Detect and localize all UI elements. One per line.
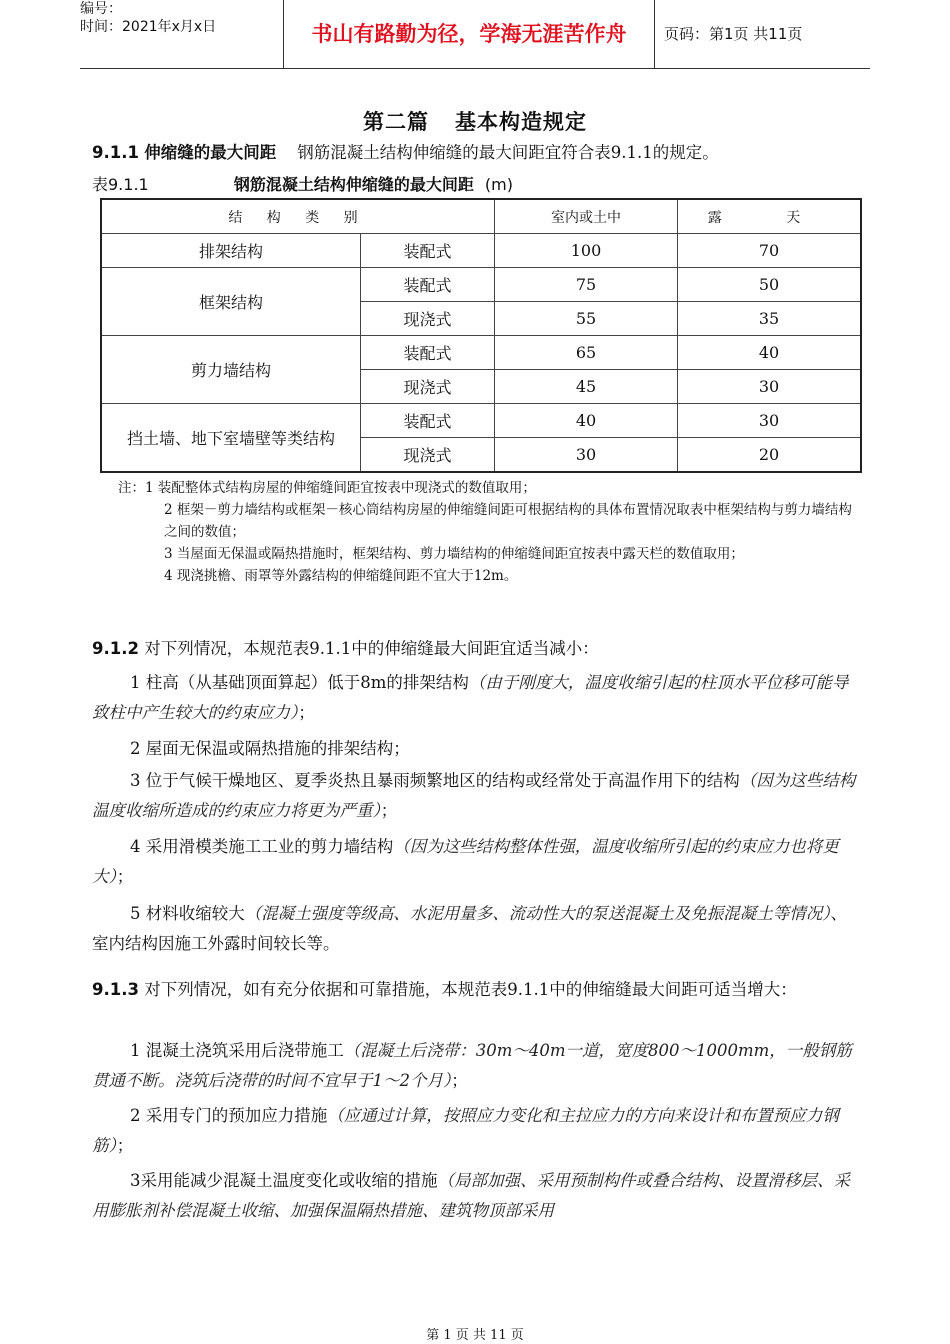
header-page-info: 页码：第1页 共11页 [664, 25, 803, 43]
section-9-1-1 [92, 138, 862, 168]
item-text: 4 采用滑模类施工工业的剪力墙结构 [130, 837, 394, 856]
item-end: ； [298, 703, 315, 722]
item-text: 5 材料收缩较大 [130, 904, 245, 923]
table-title: 钢筋混凝土结构伸缩缝的最大间距 [233, 175, 474, 194]
header-motto: 书山有路勤为径，学海无涯苦作舟 [283, 0, 655, 68]
table-row [101, 404, 861, 438]
item-end: ； [116, 1136, 134, 1155]
title-part: 第二篇 [363, 109, 429, 134]
outdoor-cell: 50 [678, 268, 862, 302]
indoor-cell: 65 [495, 336, 678, 370]
note-4: 4 现浇挑檐、雨罩等外露结构的伸缩缝间距不宜大于12m。 [164, 568, 518, 584]
section-9-1-3-item-2 [92, 1101, 862, 1161]
method-cell: 现浇式 [361, 370, 495, 404]
section-9-1-3-item-1 [92, 1036, 862, 1096]
method-cell: 现浇式 [361, 438, 495, 473]
section-number: 9.1.3 [92, 980, 139, 999]
method-cell: 装配式 [361, 268, 495, 302]
item-end: ； [451, 1071, 468, 1090]
indoor-cell: 30 [495, 438, 678, 473]
table-caption [92, 172, 862, 195]
number-label: 编号： [80, 1, 122, 17]
indoor-cell: 40 [495, 404, 678, 438]
outdoor-cell: 20 [678, 438, 862, 473]
page-title [0, 106, 950, 136]
section-number: 9.1.1 [92, 143, 139, 162]
section-9-1-2-item-1 [92, 668, 862, 728]
group-cell: 框架结构 [101, 268, 361, 336]
header-indoor: 室内或土中 [495, 199, 678, 234]
item-end: 、室内结构因施工外露时间较长等。 [92, 904, 847, 953]
title-name: 基本构造规定 [455, 109, 587, 134]
time-label: 时间：2021年x月x日 [80, 19, 217, 35]
item-text: 3 位于气候干燥地区、夏季炎热且暴雨频繁地区的结构或经常处于高温作用下的结构 [130, 771, 740, 790]
indoor-cell: 55 [495, 302, 678, 336]
method-cell: 现浇式 [361, 302, 495, 336]
outdoor-cell: 35 [678, 302, 862, 336]
page-header [80, 0, 870, 69]
expansion-joint-table [100, 198, 862, 473]
page-footer: 第 1 页 共 11 页 [426, 1328, 524, 1343]
item-note: （混凝土后浇带：30m～40m一道，宽度800～1000mm，一般钢筋贯通不断。浇筑后浇带的时间不宜早于1～2个月） [92, 1041, 852, 1090]
indoor-cell: 75 [495, 268, 678, 302]
item-end: ； [116, 867, 134, 886]
indoor-cell: 45 [495, 370, 678, 404]
item-note: （因为这些结构温度收缩所造成的约束应力将更为严重） [92, 771, 856, 820]
table-row [101, 336, 861, 370]
item-text: 1 混凝土浇筑采用后浇带施工 [130, 1041, 344, 1060]
note-1: 注：1 装配整体式结构房屋的伸缩缝间距宜按表中现浇式的数值取用； [118, 480, 536, 496]
item-text: 2 采用专门的预加应力措施 [130, 1106, 328, 1125]
method-cell: 装配式 [361, 404, 495, 438]
group-cell: 剪力墙结构 [101, 336, 361, 404]
table-header-row [101, 199, 861, 234]
item-note: （局部加强、采用预制构件或叠合结构、设置滑移层、采用膨胀剂补偿混凝土收缩、加强保温隔热措施、建筑物顶部采用 [92, 1171, 850, 1220]
table-notes [118, 477, 858, 587]
header-structure-type: 结 构 类 别 [101, 199, 495, 234]
section-9-1-3-intro [92, 975, 862, 1005]
table-unit: (m) [484, 175, 513, 194]
method-cell: 装配式 [361, 336, 495, 370]
section-9-1-2-item-2 [92, 734, 862, 764]
section-9-1-2-item-3 [92, 766, 862, 826]
item-note: （由于刚度大，温度收缩引起的柱顶水平位移可能导致柱中产生较大的约束应力） [92, 673, 849, 722]
outdoor-cell: 70 [678, 234, 862, 268]
table-number: 表9.1.1 [92, 175, 149, 194]
outdoor-cell: 30 [678, 404, 862, 438]
outdoor-cell: 30 [678, 370, 862, 404]
table-row [101, 234, 861, 268]
outdoor-cell: 40 [678, 336, 862, 370]
item-note: （应通过计算，按照应力变化和主拉应力的方向来设计和布置预应力钢筋） [92, 1106, 839, 1155]
item-end: ； [380, 801, 398, 820]
section-9-1-2-item-4 [92, 832, 862, 892]
section-text: 钢筋混凝土结构伸缩缝的最大间距宜符合表9.1.1的规定。 [297, 143, 719, 162]
section-9-1-3-item-3 [92, 1166, 862, 1226]
indoor-cell: 100 [495, 234, 678, 268]
section-number: 9.1.2 [92, 639, 139, 658]
table-row [101, 268, 861, 302]
section-text: 对下列情况，如有充分依据和可靠措施，本规范表9.1.1中的伸缩缝最大间距可适当增大： [144, 980, 797, 999]
item-text: 3采用能减少混凝土温度变化或收缩的措施 [130, 1171, 438, 1190]
section-text: 对下列情况，本规范表9.1.1中的伸缩缝最大间距宜适当减小： [144, 639, 599, 658]
group-cell: 挡土墙、地下室墙壁等类结构 [101, 404, 361, 473]
section-heading: 伸缩缝的最大间距 [144, 143, 277, 162]
header-outdoor: 露 天 [678, 199, 862, 234]
note-3: 3 当屋面无保温或隔热措施时，框架结构、剪力墙结构的伸缩缝间距宜按表中露天栏的数值取用； [164, 546, 744, 562]
header-meta [80, 0, 280, 68]
group-cell: 排架结构 [101, 234, 361, 268]
method-cell: 装配式 [361, 234, 495, 268]
section-9-1-2-intro [92, 634, 862, 664]
item-text: 1 柱高（从基础顶面算起）低于8m的排架结构 [130, 673, 469, 692]
item-note: （混凝土强度等级高、水泥用量多、流动性大的泵送混凝土及免振混凝土等情况） [244, 904, 831, 923]
section-9-1-2-item-5 [92, 899, 862, 959]
item-text: 2 屋面无保温或隔热措施的排架结构； [130, 739, 410, 758]
item-note: （因为这些结构整体性强，温度收缩所引起的约束应力也将更大） [92, 837, 839, 886]
note-2: 2 框架－剪力墙结构或框架－核心筒结构房屋的伸缩缝间距可根据结构的具体布置情况取表中框架结构与剪力墙结构之间的数值； [164, 502, 852, 540]
